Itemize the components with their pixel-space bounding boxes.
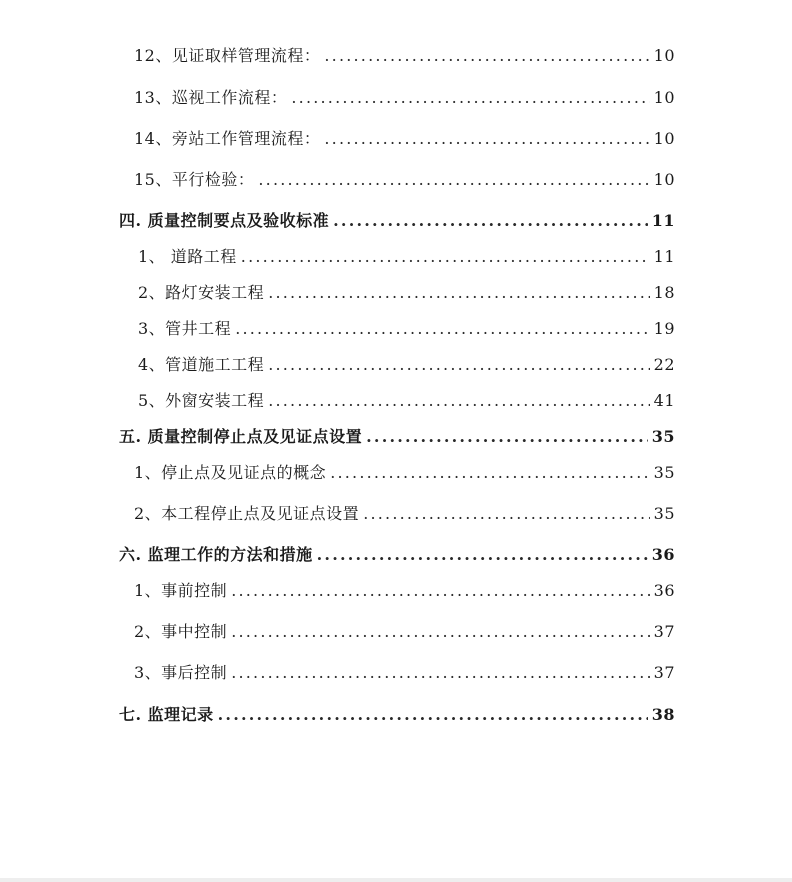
toc-entry-inspection-flow[interactable]: [134, 87, 675, 109]
toc-page-number: 35: [653, 504, 675, 523]
toc-entry-streetlight[interactable]: [138, 282, 675, 304]
toc-entry-window[interactable]: [138, 390, 675, 412]
toc-section-label: 四. 质量控制要点及验收标准: [119, 211, 330, 230]
toc-entry-in-process-control[interactable]: [134, 621, 675, 643]
toc-page-number: 22: [653, 355, 675, 374]
toc-dot-leader: [366, 426, 648, 448]
toc-page-number: 36: [651, 545, 675, 564]
toc-page-number: 11: [653, 247, 675, 266]
toc-dot-leader: [330, 462, 649, 484]
toc-entry-label: 5、外窗安装工程: [138, 391, 265, 410]
toc-dot-leader: [231, 580, 649, 602]
toc-section-label: 六. 监理工作的方法和措施: [119, 545, 313, 564]
toc-page-number: 38: [651, 705, 675, 724]
toc-dot-leader: [241, 246, 650, 268]
toc-entry-label: 2、本工程停止点及见证点设置: [134, 504, 360, 523]
toc-page-number: 18: [653, 283, 675, 302]
toc-entry-label: 14、旁站工作管理流程：: [134, 129, 321, 148]
toc-page-number: 10: [653, 170, 675, 189]
toc-dot-leader: [268, 282, 649, 304]
toc-entry-parallel-testing[interactable]: [134, 169, 675, 191]
toc-section-7[interactable]: [119, 704, 675, 726]
toc-dot-leader: [317, 544, 648, 566]
toc-section-6[interactable]: [119, 544, 675, 566]
toc-dot-leader: [258, 169, 649, 191]
toc-page-number: 10: [653, 46, 675, 65]
toc-section-5[interactable]: [119, 426, 675, 448]
toc-entry-manhole[interactable]: [138, 318, 675, 340]
toc-dot-leader: [231, 621, 649, 643]
toc-page-number: 35: [653, 463, 675, 482]
toc-entry-label: 1、事前控制: [134, 581, 228, 600]
toc-section-label: 五. 质量控制停止点及见证点设置: [119, 427, 363, 446]
toc-entry-stop-point-concept[interactable]: [134, 462, 675, 484]
page-bottom-edge: [0, 878, 792, 882]
toc-page-number: 10: [653, 88, 675, 107]
toc-page-number: 10: [653, 129, 675, 148]
toc-entry-label: 1、停止点及见证点的概念: [134, 463, 327, 482]
toc-page-number: 37: [653, 663, 675, 682]
toc-dot-leader: [268, 390, 649, 412]
toc-entry-label: 2、事中控制: [134, 622, 228, 641]
toc-page-number: 36: [653, 581, 675, 600]
toc-entry-stop-point-setup[interactable]: [134, 503, 675, 525]
toc-section-label: 七. 监理记录: [119, 705, 214, 724]
toc-dot-leader: [363, 503, 649, 525]
toc-entry-label: 4、管道施工工程: [138, 355, 265, 374]
toc-page-number: 41: [653, 391, 675, 410]
toc-page-number: 35: [651, 427, 675, 446]
toc-entry-label: 3、管井工程: [138, 319, 232, 338]
toc-dot-leader: [324, 45, 649, 67]
toc-dot-leader: [218, 704, 648, 726]
toc-entry-label: 1、 道路工程: [138, 247, 237, 266]
toc-page-number: 19: [653, 319, 675, 338]
toc-entry-side-station[interactable]: [134, 128, 675, 150]
toc-dot-leader: [235, 318, 649, 340]
toc-page-number: 11: [651, 211, 675, 230]
toc-dot-leader: [291, 87, 649, 109]
toc-entry-label: 12、见证取样管理流程：: [134, 46, 321, 65]
toc-entry-label: 2、路灯安装工程: [138, 283, 265, 302]
toc-section-4[interactable]: [119, 210, 675, 232]
toc-entry-pipeline[interactable]: [138, 354, 675, 376]
toc-entry-label: 15、平行检验：: [134, 170, 255, 189]
toc-page-number: 37: [653, 622, 675, 641]
toc-dot-leader: [333, 210, 648, 232]
toc-entry-label: 13、巡视工作流程：: [134, 88, 288, 107]
toc-dot-leader: [324, 128, 649, 150]
toc-entry-label: 3、事后控制: [134, 663, 228, 682]
toc-entry-post-control[interactable]: [134, 662, 675, 684]
toc-dot-leader: [268, 354, 649, 376]
toc-dot-leader: [231, 662, 649, 684]
toc-entry-road-works[interactable]: [138, 246, 675, 268]
toc-entry-witness-sampling[interactable]: [134, 45, 675, 67]
toc-entry-pre-control[interactable]: [134, 580, 675, 602]
